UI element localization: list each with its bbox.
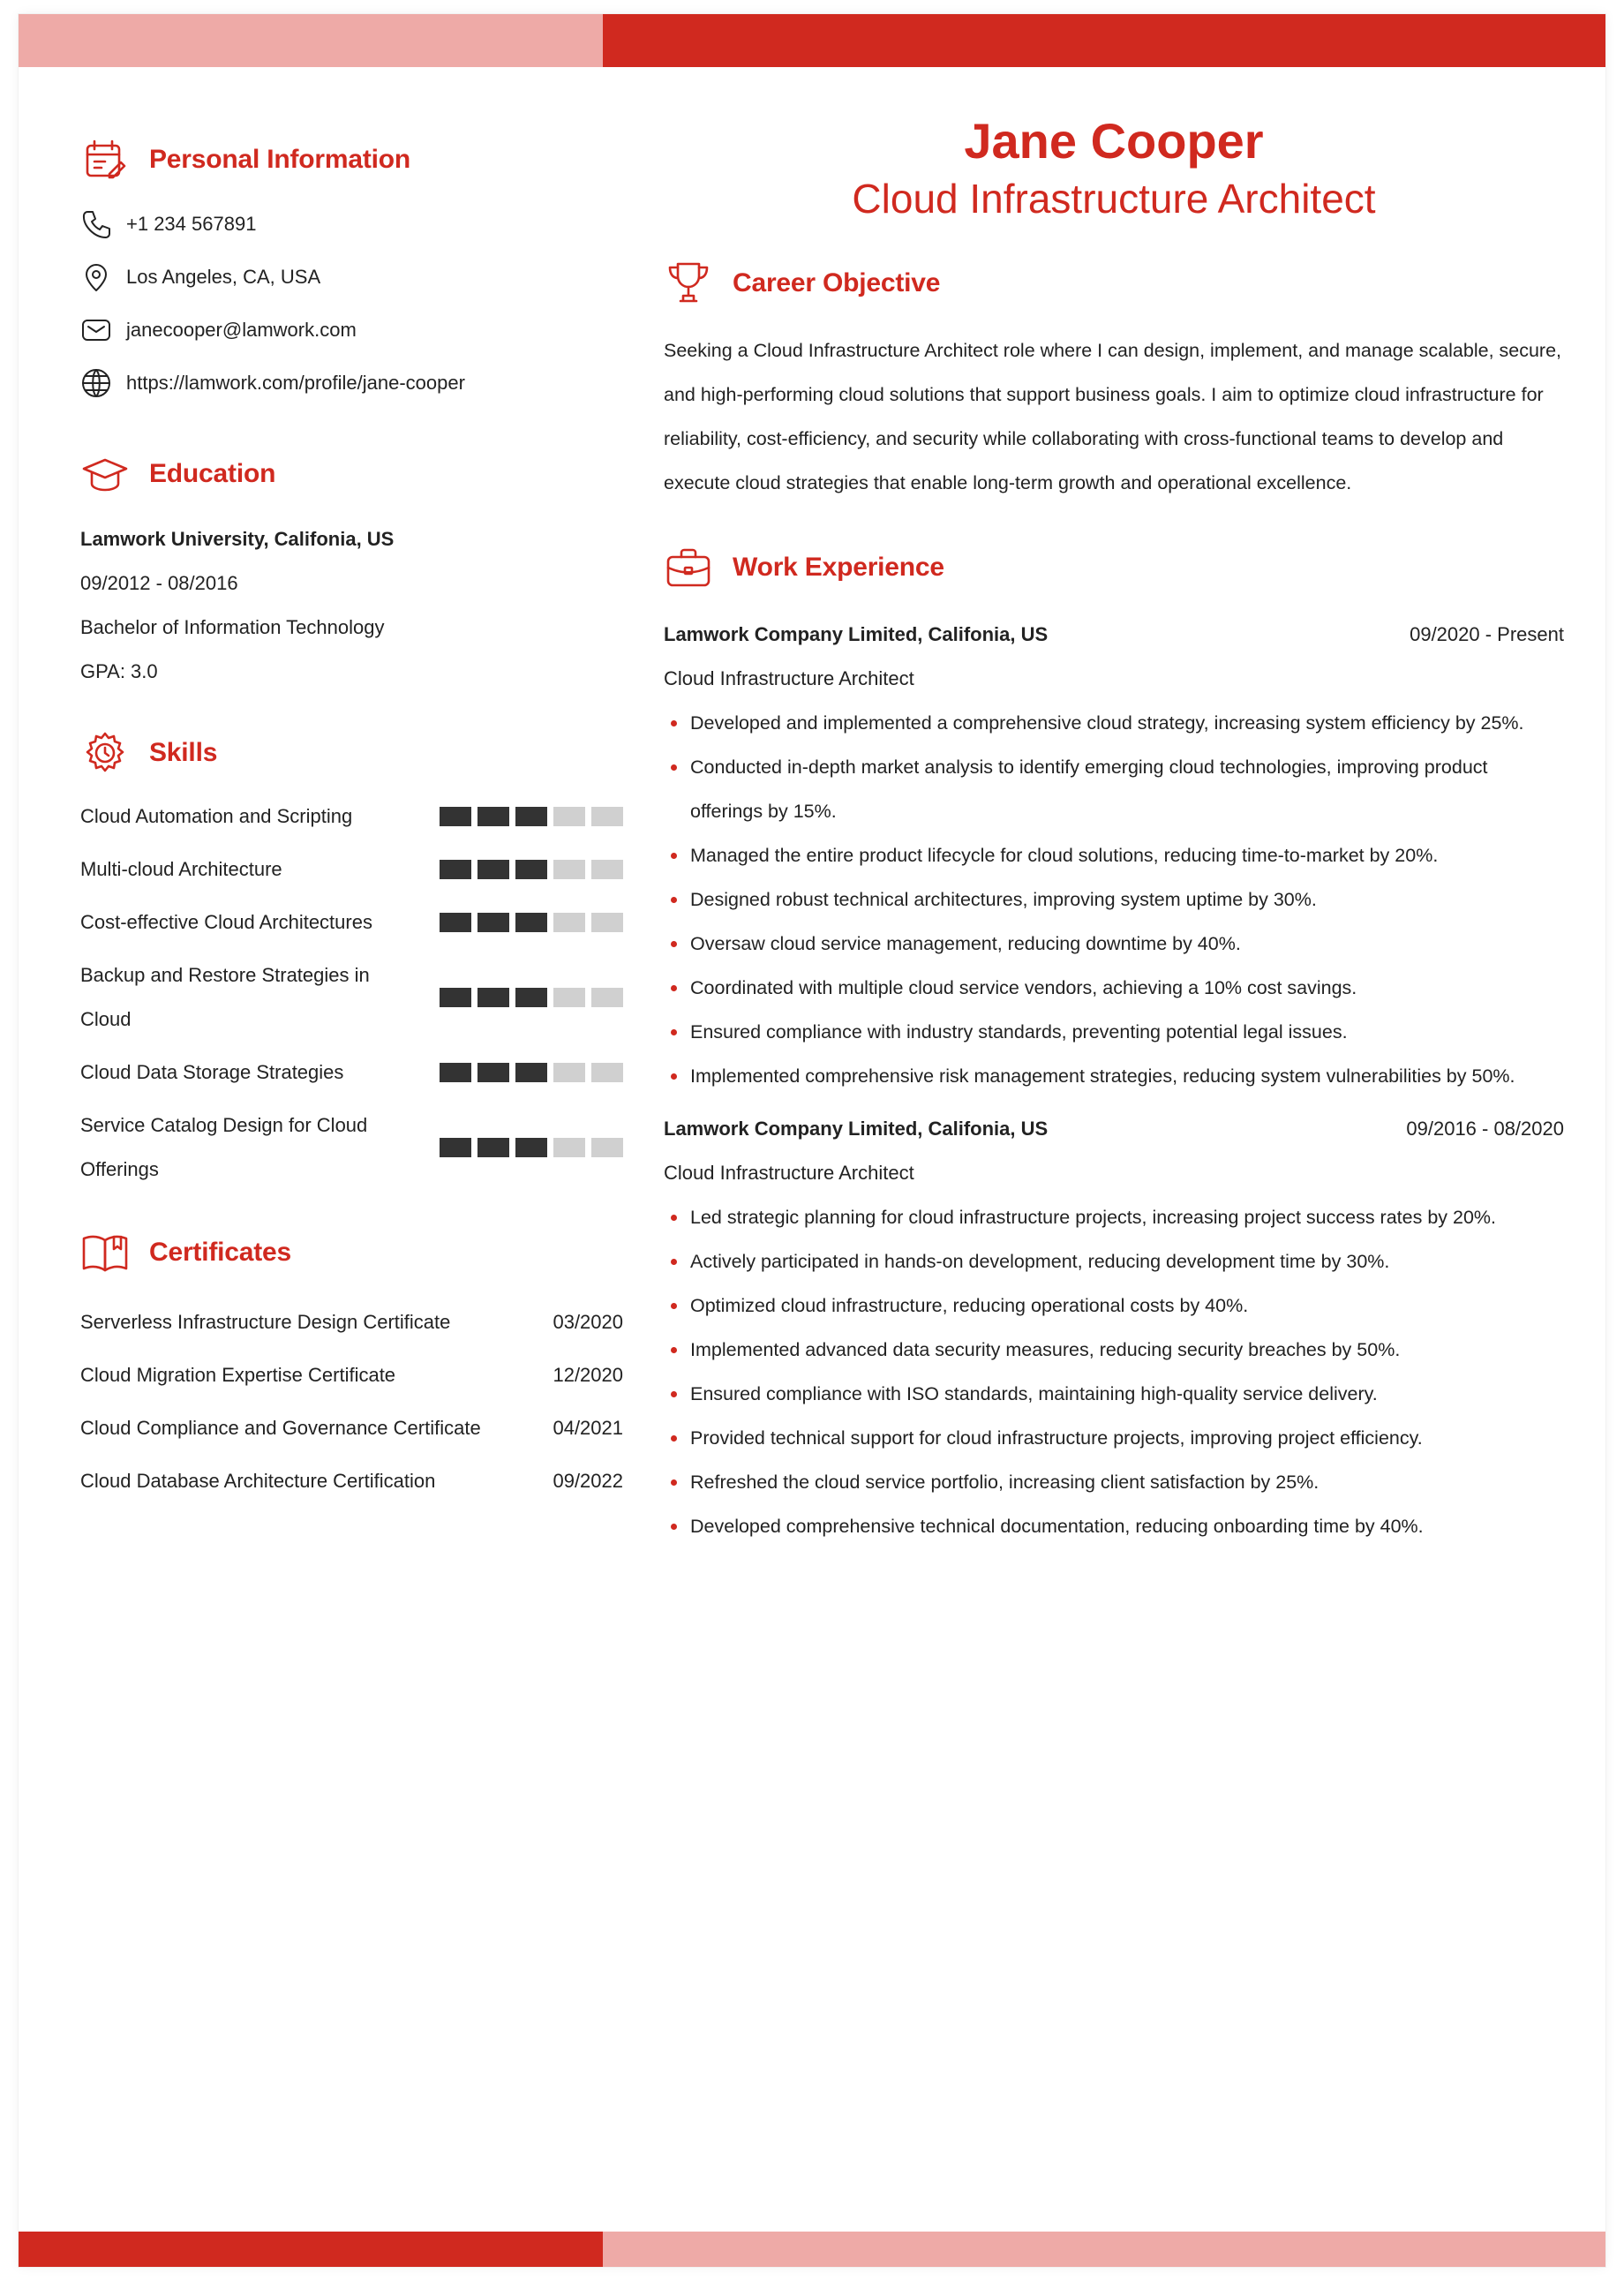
skill-bar-filled — [477, 1138, 509, 1157]
school-name: Lamwork University, Califonia, US — [80, 528, 395, 550]
skill-bar-filled — [515, 913, 547, 932]
skill-bar-empty — [591, 860, 623, 879]
skill-row — [80, 1103, 623, 1192]
graduation-cap-icon — [80, 449, 130, 499]
bottom-band-light — [603, 2232, 1605, 2267]
job-bullets — [664, 1195, 1564, 1548]
phone-icon — [80, 208, 126, 240]
objective-header — [664, 252, 1564, 314]
section-title: Personal Information — [149, 145, 411, 174]
job-bullet: Oversaw cloud service management, reducing downtime by 40%. — [664, 922, 1564, 966]
skill-bar-empty — [553, 860, 585, 879]
left-column — [80, 129, 623, 1508]
experience-header — [664, 537, 1564, 598]
job-bullet: Implemented advanced data security measures, reducing security breaches by 50%. — [664, 1328, 1564, 1372]
briefcase-icon — [664, 543, 713, 592]
skill-name: Cloud Data Storage Strategies — [80, 1061, 344, 1083]
skill-name: Multi-cloud Architecture — [80, 858, 282, 880]
skill-bar-empty — [591, 988, 623, 1007]
skill-bar-filled — [515, 988, 547, 1007]
skill-bar-filled — [477, 913, 509, 932]
certificate-date: 04/2021 — [553, 1417, 623, 1439]
job-company: Lamwork Company Limited, Califonia, US — [664, 623, 1049, 645]
job-bullet: Refreshed the cloud service portfolio, increasing client satisfaction by 25%. — [664, 1460, 1564, 1504]
degree: Bachelor of Information Technology — [80, 616, 385, 638]
section-title: Education — [149, 459, 276, 488]
candidate-name: Jane Cooper — [964, 113, 1264, 169]
email-text[interactable]: janecooper@lamwork.com — [126, 319, 357, 341]
skill-bar-empty — [553, 807, 585, 826]
certificate-date: 03/2020 — [553, 1311, 623, 1333]
skill-name: Service Catalog Design for Cloud Offerings — [80, 1114, 368, 1180]
skill-level-meter — [440, 807, 623, 826]
certificate-name: Cloud Compliance and Governance Certificate — [80, 1417, 481, 1439]
contact-location — [80, 251, 623, 304]
contact-email — [80, 304, 623, 357]
job-bullet: Ensured compliance with industry standards, preventing potential legal issues. — [664, 1010, 1564, 1054]
certificates-header — [80, 1222, 623, 1284]
trophy-icon — [664, 259, 713, 308]
section-title: Certificates — [149, 1238, 292, 1267]
certificate-name: Cloud Database Architecture Certification — [80, 1470, 436, 1492]
resume-page — [19, 14, 1605, 2267]
job-list — [664, 613, 1564, 1548]
skill-bar-filled — [515, 860, 547, 879]
skill-row — [80, 847, 623, 892]
bottom-band-accent — [19, 2232, 603, 2267]
job-dates: 09/2016 - 08/2020 — [1406, 1118, 1564, 1140]
education-dates: 09/2012 - 08/2016 — [80, 572, 238, 594]
open-book-icon — [80, 1228, 130, 1277]
job-role: Cloud Infrastructure Architect — [664, 667, 914, 689]
skill-bar-empty — [591, 1138, 623, 1157]
skills-header — [80, 722, 623, 784]
certificate-name: Serverless Infrastructure Design Certificate — [80, 1311, 451, 1333]
certificate-date: 12/2020 — [553, 1364, 623, 1386]
skill-bar-empty — [553, 1063, 585, 1082]
right-column — [664, 111, 1564, 1557]
top-band-light — [19, 14, 603, 67]
job-role: Cloud Infrastructure Architect — [664, 1162, 914, 1184]
top-band-accent — [603, 14, 1605, 67]
personal-info-header — [80, 129, 623, 191]
job-bullet: Optimized cloud infrastructure, reducing operational costs by 40%. — [664, 1284, 1564, 1328]
job-bullet: Designed robust technical architectures, improving system uptime by 30%. — [664, 877, 1564, 922]
job-bullets — [664, 701, 1564, 1098]
skill-bar-filled — [515, 1138, 547, 1157]
skill-row — [80, 900, 623, 945]
education-header — [80, 443, 623, 505]
job-company: Lamwork Company Limited, Califonia, US — [664, 1118, 1049, 1140]
job-bullet: Developed and implemented a comprehensive cloud strategy, increasing system efficiency by 25%. — [664, 701, 1564, 745]
skill-level-meter — [440, 988, 623, 1007]
skill-bar-filled — [515, 807, 547, 826]
skill-bar-filled — [477, 1063, 509, 1082]
skill-row — [80, 953, 623, 1042]
job-bullet: Coordinated with multiple cloud service vendors, achieving a 10% cost savings. — [664, 966, 1564, 1010]
job-dates: 09/2020 - Present — [1410, 623, 1564, 645]
skill-bar-filled — [477, 988, 509, 1007]
phone-text[interactable]: +1 234 567891 — [126, 213, 257, 235]
job-entry — [664, 1107, 1564, 1548]
certificate-list — [80, 1296, 623, 1508]
job-bullet: Implemented comprehensive risk management strategies, reducing system vulnerabilities by 50%. — [664, 1054, 1564, 1098]
contact-list — [80, 198, 623, 410]
skill-bar-empty — [553, 913, 585, 932]
skill-row — [80, 794, 623, 839]
certificate-name: Cloud Migration Expertise Certificate — [80, 1364, 396, 1386]
skills-list — [80, 794, 623, 1192]
gear-clock-icon — [80, 728, 130, 778]
section-title: Skills — [149, 738, 218, 767]
certificate-row — [80, 1296, 623, 1349]
skill-bar-filled — [477, 807, 509, 826]
skill-bar-empty — [591, 1063, 623, 1082]
objective-text: Seeking a Cloud Infrastructure Architect role where I can design, implement, and manage scalable, secure, and high-performing cloud solutions that support business goals. I aim to optimize cloud infrastructure for reliability, cost-efficiency, and security while collaborating with cross-functional teams to develop and execute cloud strategies that enable long-term growth and operational excellence. — [664, 340, 1562, 493]
certificate-row — [80, 1402, 623, 1455]
skill-bar-empty — [591, 807, 623, 826]
skill-level-meter — [440, 913, 623, 932]
skill-name: Cost-effective Cloud Architectures — [80, 911, 372, 933]
skill-bar-filled — [515, 1063, 547, 1082]
contact-phone — [80, 198, 623, 251]
mail-icon — [80, 314, 126, 346]
skill-bar-filled — [440, 860, 471, 879]
job-entry — [664, 613, 1564, 1098]
skill-level-meter — [440, 1063, 623, 1082]
skill-name: Cloud Automation and Scripting — [80, 805, 353, 827]
job-bullet: Ensured compliance with ISO standards, maintaining high-quality service delivery. — [664, 1372, 1564, 1416]
skill-bar-empty — [553, 1138, 585, 1157]
section-title: Career Objective — [733, 268, 941, 297]
skill-bar-empty — [553, 988, 585, 1007]
skill-bar-filled — [440, 1063, 471, 1082]
skill-bar-filled — [477, 860, 509, 879]
certificate-row — [80, 1455, 623, 1508]
job-header — [664, 1107, 1564, 1151]
skill-level-meter — [440, 1138, 623, 1157]
skill-row — [80, 1050, 623, 1095]
skill-bar-filled — [440, 1138, 471, 1157]
gpa: GPA: 3.0 — [80, 660, 158, 682]
job-bullet: Managed the entire product lifecycle for cloud solutions, reducing time-to-market by 20%. — [664, 833, 1564, 877]
section-title: Work Experience — [733, 553, 944, 582]
website-link[interactable]: https://lamwork.com/profile/jane-cooper — [126, 372, 465, 394]
certificate-date: 09/2022 — [553, 1470, 623, 1492]
contact-website — [80, 357, 623, 410]
skill-name: Backup and Restore Strategies in Cloud — [80, 964, 370, 1030]
location-pin-icon — [80, 261, 126, 293]
job-bullet: Provided technical support for cloud infrastructure projects, improving project efficiency. — [664, 1416, 1564, 1460]
candidate-title: Cloud Infrastructure Architect — [852, 176, 1376, 222]
skill-bar-filled — [440, 913, 471, 932]
skill-bar-filled — [440, 807, 471, 826]
calendar-edit-icon — [80, 135, 130, 184]
education-entry — [80, 517, 623, 694]
job-bullet: Actively participated in hands-on development, reducing development time by 30%. — [664, 1239, 1564, 1284]
job-bullet: Led strategic planning for cloud infrastructure projects, increasing project success rates by 20%. — [664, 1195, 1564, 1239]
certificate-row — [80, 1349, 623, 1402]
globe-icon — [80, 367, 126, 399]
skill-bar-filled — [440, 988, 471, 1007]
location-text: Los Angeles, CA, USA — [126, 266, 321, 288]
skill-bar-empty — [591, 913, 623, 932]
job-header — [664, 613, 1564, 657]
skill-level-meter — [440, 860, 623, 879]
job-bullet: Conducted in-depth market analysis to identify emerging cloud technologies, improving product offerings by 15%. — [664, 745, 1564, 833]
job-bullet: Developed comprehensive technical documentation, reducing onboarding time by 40%. — [664, 1504, 1564, 1548]
